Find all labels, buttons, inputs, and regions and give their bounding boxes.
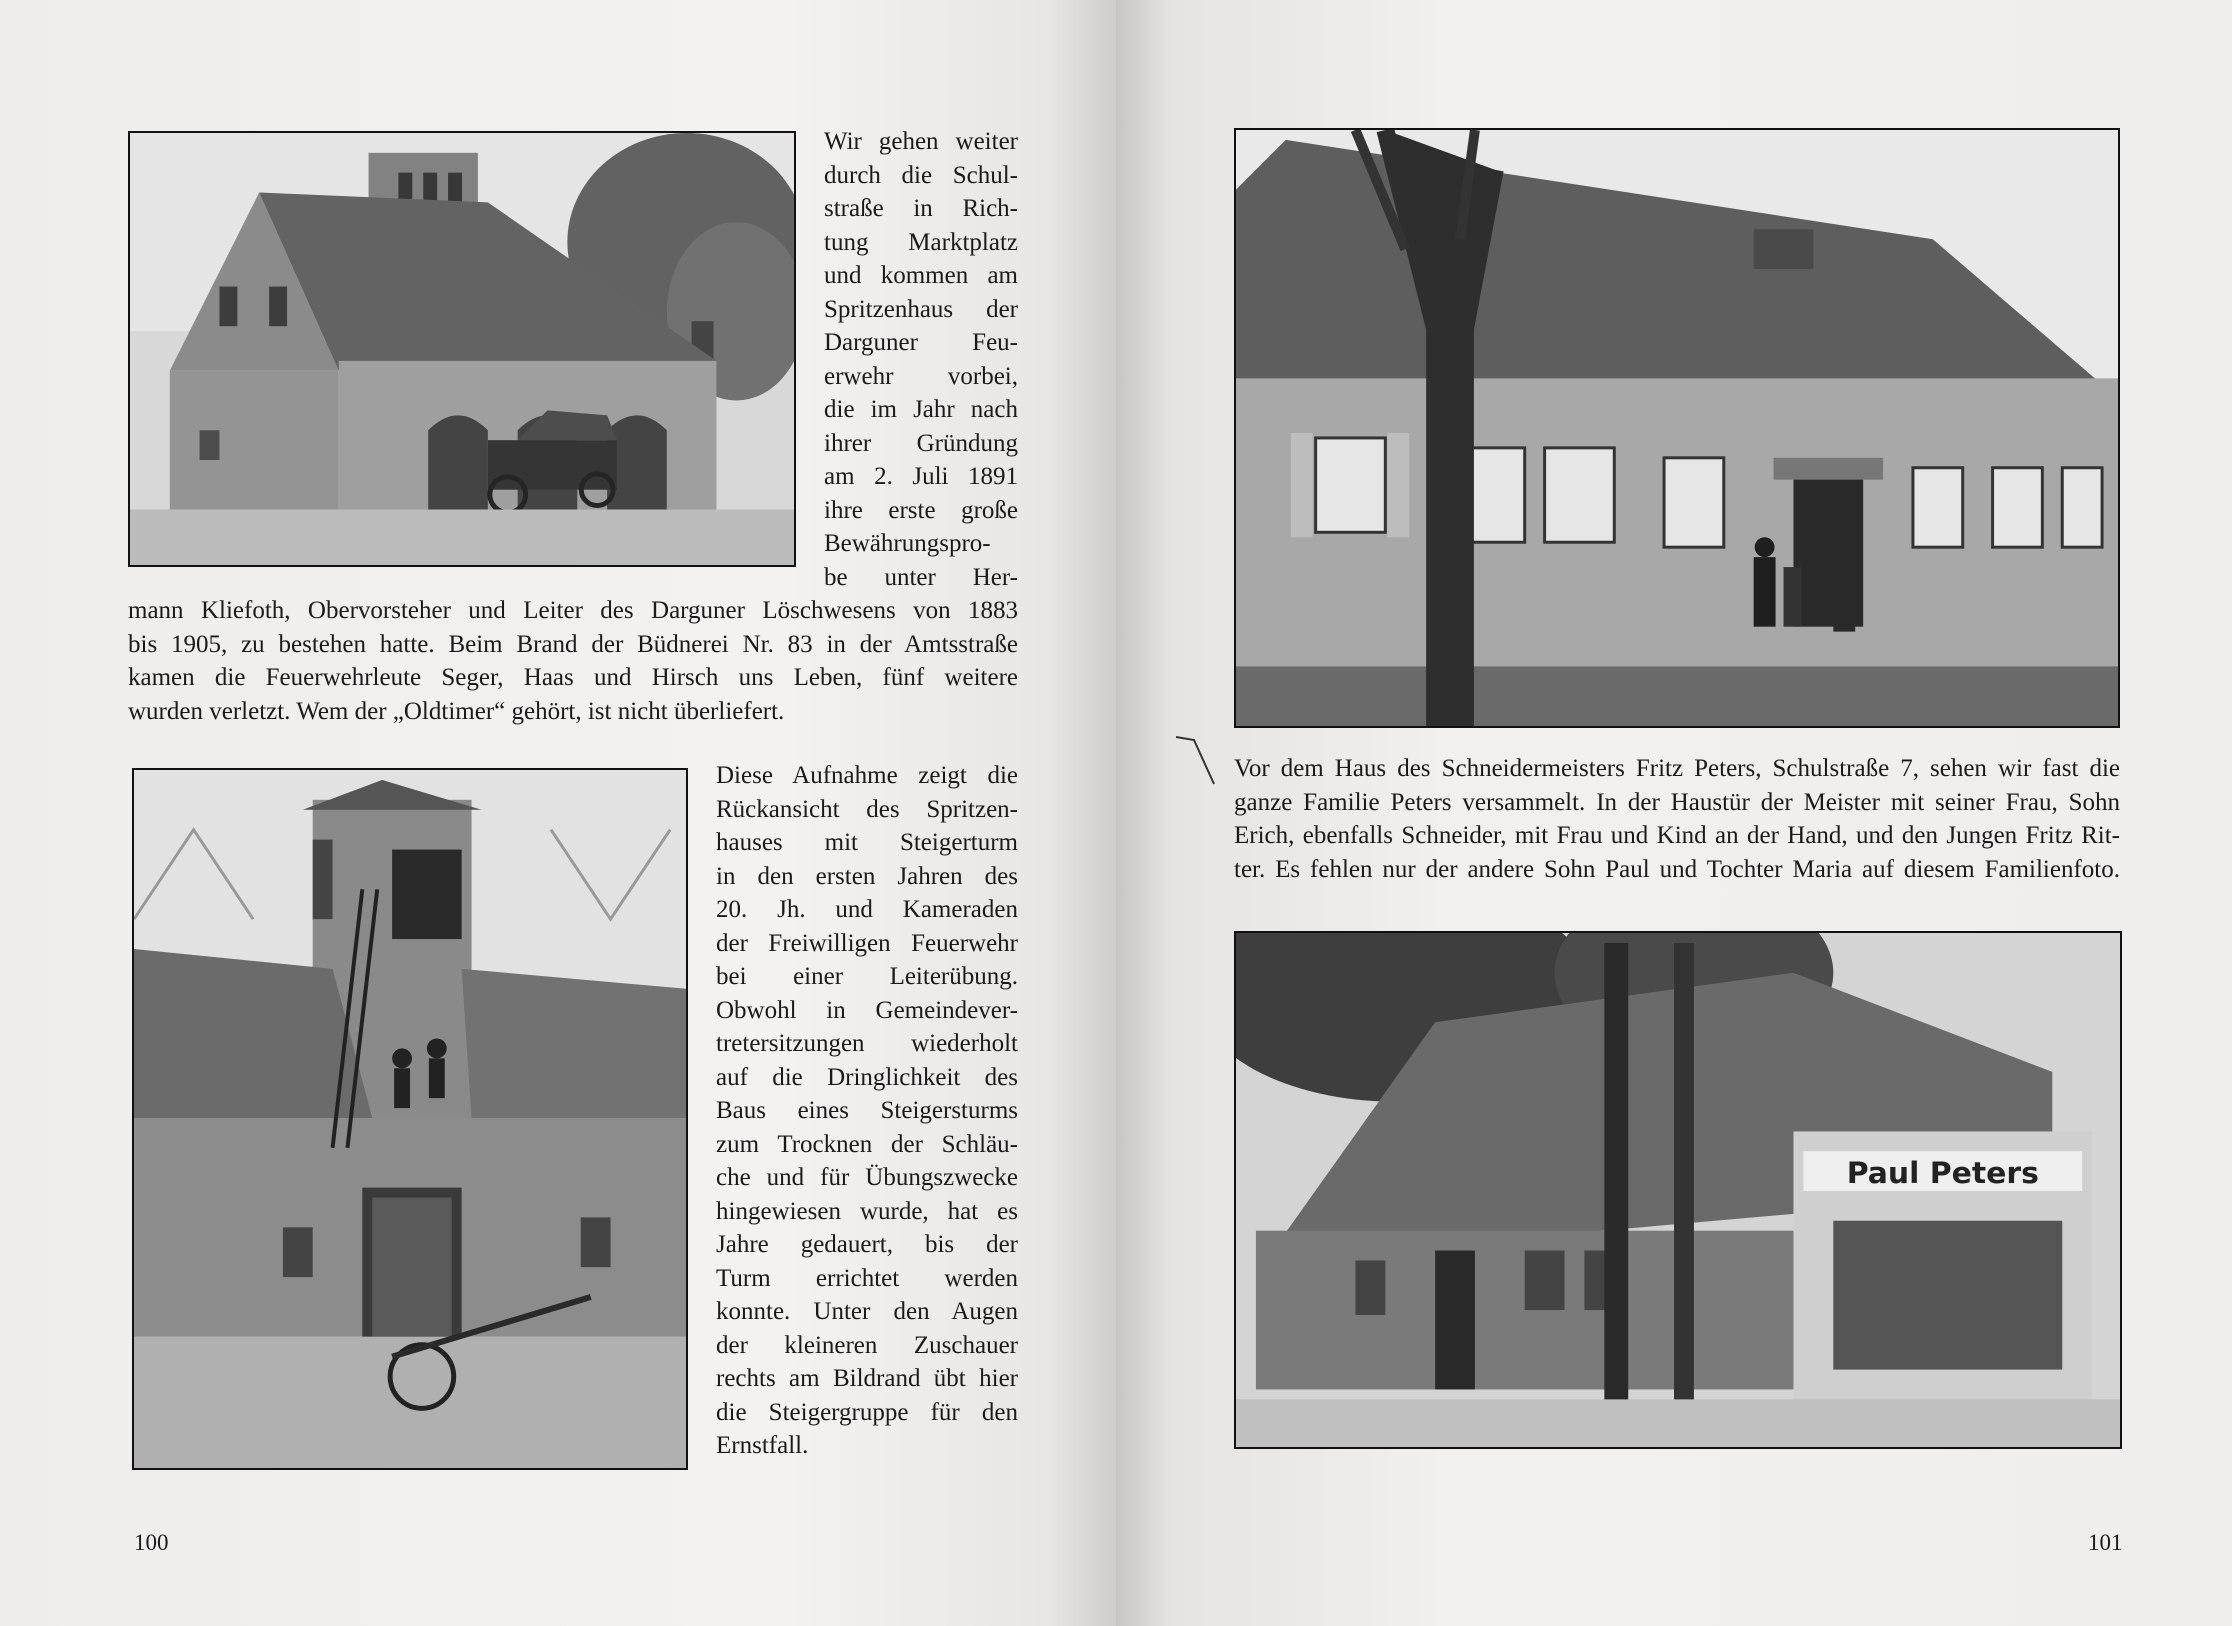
text-line: hingewiesen wurde, hat es <box>716 1197 1018 1225</box>
text-line: in den ersten Jahren des <box>716 862 1018 890</box>
text-line: Jahre gedauert, bis der <box>716 1231 1018 1258</box>
peters-house-image <box>1236 130 2118 726</box>
text-line: der kleineren Zuschauer <box>716 1331 1018 1359</box>
text-line: hauses mit Steigerturm <box>716 829 1018 856</box>
text-line: Darguner Feu- <box>824 329 1018 356</box>
text-line: wurden verletzt. Wem der „Oldtimer“ gehört, ist nicht überliefert. <box>128 697 785 725</box>
text-line: ihrer Gründung <box>824 429 1018 457</box>
text-line: be unter Her- <box>824 563 1018 591</box>
text-line: Rückansicht des Spritzen- <box>716 795 1018 823</box>
shop-sign-text: Paul Peters <box>1846 1156 2039 1192</box>
fire-station-rear-image <box>134 770 686 1468</box>
text-line: Wir gehen weiter <box>824 128 1018 155</box>
photo-paul-peters-shop <box>1234 931 2122 1449</box>
paragraph-spritzenhaus <box>128 125 1018 728</box>
right-page <box>1116 0 2232 1626</box>
text-line: Vor dem Haus des Schneidermeisters Fritz Peters, Schulstraße 7, sehen wir fast die <box>1234 755 2120 782</box>
text-line: ganze Familie Peters versammelt. In der Haustür der Meister mit seiner Frau, Sohn <box>1234 788 2120 816</box>
text-line: Erich, ebenfalls Schneider, mit Frau und Kind an der Hand, und den Jungen Fritz Rit- <box>1234 822 2120 849</box>
text-line: Bewährungspro- <box>824 530 991 557</box>
text-line: Ernstfall. <box>716 1432 809 1459</box>
text-line: und kommen am <box>824 262 1018 289</box>
text-line: die Steigergruppe für den <box>716 1398 1018 1426</box>
text-line: rechts am Bildrand übt hier <box>716 1365 1018 1392</box>
text-line: die im Jahr nach <box>824 396 1018 423</box>
text-line: erwehr vorbei, <box>824 362 1018 390</box>
text-line: bei einer Leiterübung. <box>716 963 1018 990</box>
caption-peters-family <box>1234 752 2120 886</box>
text-line: der Freiwilligen Feuerwehr <box>716 929 1018 957</box>
text-line: Baus eines Steigersturms <box>716 1097 1018 1124</box>
text-line: Obwohl in Gemeindever- <box>716 996 1018 1024</box>
text-line: kamen die Feuerwehrleute Seger, Haas und Hirsch uns Leben, fünf weitere <box>128 664 1018 691</box>
text-line: bis 1905, zu bestehen hatte. Beim Brand der Büdnerei Nr. 83 in der Amtsstraße <box>128 630 1018 658</box>
text-line: che und für Übungszwecke <box>716 1164 1018 1191</box>
text-line: konnte. Unter den Augen <box>716 1298 1018 1325</box>
text-line: 20. Jh. und Kameraden <box>716 896 1018 923</box>
text-line: ihre erste große <box>824 496 1018 524</box>
page-number-left: 100 <box>134 1530 169 1555</box>
text-line: Spritzenhaus der <box>824 295 1018 323</box>
photo-fire-station-rear <box>132 768 688 1470</box>
text-line: am 2. Juli 1891 <box>824 463 1018 490</box>
text-line: straße in Rich- <box>824 195 1018 222</box>
paul-peters-shop-image <box>1236 933 2120 1447</box>
text-line: zum Trocknen der Schläu- <box>716 1130 1018 1158</box>
text-line: ter. Es fehlen nur der andere Sohn Paul und Tochter Maria auf diesem Familienfoto. <box>1234 855 2120 883</box>
text-line: tretersitzungen wiederholt <box>716 1030 1018 1057</box>
text-line: mann Kliefoth, Obervorsteher und Leiter des Darguner Löschwesens von 1883 <box>128 597 1018 624</box>
paragraph-rueckansicht <box>716 759 1018 1463</box>
text-line: Turm errichtet werden <box>716 1264 1018 1292</box>
photo-peters-house <box>1234 128 2120 728</box>
page-number-right: 101 <box>2088 1530 2123 1555</box>
text-line: auf die Dringlichkeit des <box>716 1063 1018 1091</box>
text-line: Diese Aufnahme zeigt die <box>716 762 1018 789</box>
text-line: durch die Schul- <box>824 161 1018 189</box>
text-line: tung Marktplatz <box>824 228 1018 256</box>
